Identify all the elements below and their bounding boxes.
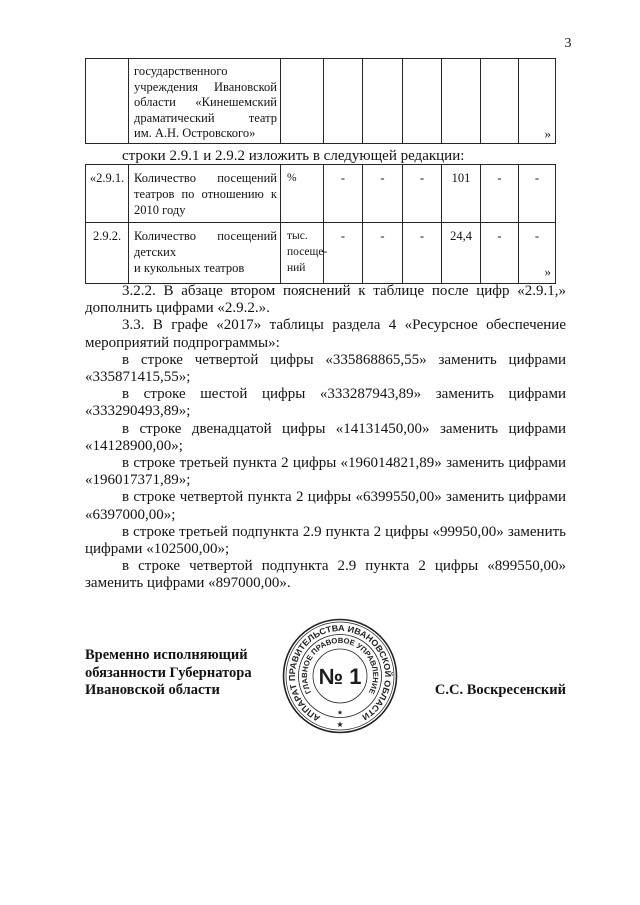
- cell-value: -: [534, 171, 540, 185]
- signatory-title-line: Временно исполняющий: [85, 647, 248, 663]
- table-cell-value: [403, 59, 442, 144]
- unit-line: тыс.: [287, 230, 308, 242]
- text-line: в строке двенадцатой цифры «14131450,00» заменить цифрами: [122, 420, 566, 437]
- cell-line: им. А.Н. Островского»: [134, 126, 256, 140]
- table-cell-value: [324, 165, 363, 223]
- signatory-title: [85, 647, 252, 700]
- cell-line: 2010 году: [134, 203, 186, 217]
- table-cell-value: [481, 223, 519, 284]
- table-cell-value: [519, 59, 556, 144]
- paragraph-3-3: [85, 317, 566, 351]
- table-continuation: [85, 58, 556, 144]
- table-row: [86, 165, 556, 223]
- table-row: [86, 59, 556, 144]
- table-cell-value: [519, 223, 556, 284]
- page-number: 3: [564, 36, 572, 51]
- text-line: мероприятий подпрограммы»:: [85, 334, 280, 351]
- text-line: в строке четвертой пункта 2 цифры «6399550,00» заменить цифрами: [122, 489, 566, 506]
- lead-in-text: строки 2.9.1 и 2.9.2 изложить в следующей редакции:: [122, 148, 465, 164]
- table-cell-value: [481, 59, 519, 144]
- row-number: 2.9.2.: [92, 229, 122, 243]
- unit-line: ний: [287, 262, 306, 274]
- seal-graphic: [282, 618, 398, 734]
- text-line: «333290493,89»;: [85, 403, 191, 420]
- cell-line: области «Кинешемский: [134, 95, 277, 109]
- table-cell-value: [442, 165, 481, 223]
- table-cell-value: [442, 59, 481, 144]
- table-cell-number: [86, 223, 129, 284]
- cell-value: -: [340, 229, 346, 243]
- table-cell-value: [363, 165, 403, 223]
- table-cell-value: [403, 165, 442, 223]
- amendment-item: [85, 455, 566, 489]
- table-cell-value: [519, 165, 556, 223]
- seal-center-number: № 1: [318, 664, 362, 689]
- cell-value: -: [380, 229, 385, 243]
- cell-line: Количество посещений: [134, 229, 277, 243]
- cell-value: -: [340, 171, 346, 185]
- table-cell-value: [442, 223, 481, 284]
- amendment-text: [85, 283, 566, 593]
- table-row: [86, 223, 556, 284]
- cell-value: -: [419, 171, 425, 185]
- text-line: 3.2.2. В абзаце втором пояснений к таблице после цифр «2.9.1,»: [122, 283, 566, 299]
- closing-quote: »: [544, 126, 551, 141]
- table-cell-value: [481, 165, 519, 223]
- text-line: дополнить цифрами «2.9.2.».: [85, 300, 270, 317]
- table-cell-number: [86, 59, 129, 144]
- amendment-item: [85, 421, 566, 455]
- amendment-item: [85, 489, 566, 523]
- star-icon: [337, 721, 343, 727]
- table-cell-value: [403, 223, 442, 284]
- text-line: 3.3. В графе «2017» таблицы раздела 4 «Ресурсное обеспечение: [122, 317, 566, 334]
- cell-line: Количество посещений: [134, 171, 277, 185]
- cell-line: детских: [134, 245, 177, 259]
- cell-line: театров по отношению к: [134, 187, 277, 201]
- cell-line: государственного: [134, 64, 228, 78]
- closing-quote: »: [544, 264, 551, 279]
- cell-value: -: [497, 171, 502, 185]
- text-line: в строке шестой цифры «333287943,89» заменить цифрами: [122, 386, 566, 403]
- table-cell-value: [363, 59, 403, 144]
- unit-line: %: [287, 172, 297, 184]
- star-icon: [338, 710, 343, 715]
- amendment-item: [85, 558, 566, 592]
- text-line: в строке третьей подпункта 2.9 пункта 2 цифры «99950,00» заменить: [122, 523, 566, 540]
- table-cell-unit: [281, 59, 324, 144]
- cell-text: [129, 165, 280, 218]
- row-number: «2.9.1.: [89, 171, 125, 185]
- cell-value: -: [419, 229, 425, 243]
- text-line: «196017371,89»;: [85, 472, 191, 489]
- text-line: в строке четвертой подпункта 2.9 пункта 2 цифры «899550,00»: [122, 558, 566, 575]
- table-new-rows: [85, 164, 556, 284]
- signatory-title-line: обязанности Губернатора: [85, 664, 252, 681]
- table-cell-value: [324, 59, 363, 144]
- table-cell-unit: [281, 165, 324, 223]
- unit-line: посеще-: [287, 246, 328, 258]
- text-line: цифрами «102500,00»;: [85, 541, 230, 558]
- amendment-item: [85, 352, 566, 386]
- text-line: заменить цифрами «897000,00».: [85, 575, 291, 592]
- table-cell-value: [324, 223, 363, 284]
- text-line: в строке третьей пункта 2 цифры «196014821,89» заменить цифрами: [122, 455, 566, 472]
- seal-outer-text-path: АППАРАТ ПРАВИТЕЛЬСТВА ИВАНОВСКОЙ ОБЛАСТИ: [286, 622, 394, 724]
- cell-value: -: [534, 229, 540, 243]
- text-line: в строке четвертой цифры «335868865,55» заменить цифрами: [122, 351, 566, 368]
- official-seal: [282, 618, 398, 734]
- signatory-title-line: Ивановской области: [85, 682, 220, 699]
- cell-text: [129, 59, 280, 142]
- seal-inner-text-path: ГЛАВНОЕ ПРАВОВОЕ УПРАВЛЕНИЕ: [299, 635, 381, 696]
- cell-value: -: [380, 171, 385, 185]
- cell-line: и кукольных театров: [134, 261, 245, 275]
- amendment-item: [85, 524, 566, 558]
- table-cell-unit: [281, 223, 328, 284]
- table-cell-name: [129, 165, 281, 223]
- cell-value: 101: [451, 171, 471, 185]
- text-line: «335871415,55»;: [85, 369, 191, 386]
- cell-value: 24,4: [450, 229, 472, 243]
- paragraph-3-2-2: [85, 283, 566, 317]
- table-cell-name: [129, 223, 281, 284]
- amendment-item: [85, 386, 566, 420]
- cell-value: -: [497, 229, 502, 243]
- text-line: «14128900,00»;: [85, 437, 183, 454]
- cell-line: драматический театр: [134, 110, 277, 125]
- cell-text: [129, 223, 280, 276]
- cell-line: учреждения Ивановской: [134, 79, 277, 94]
- table-cell-number: [86, 165, 129, 223]
- text-line: «6397000,00»;: [85, 506, 176, 523]
- signatory-name: С.С. Воскресенский: [434, 682, 566, 698]
- table-cell-value: [363, 223, 403, 284]
- table-cell-name: [129, 59, 281, 144]
